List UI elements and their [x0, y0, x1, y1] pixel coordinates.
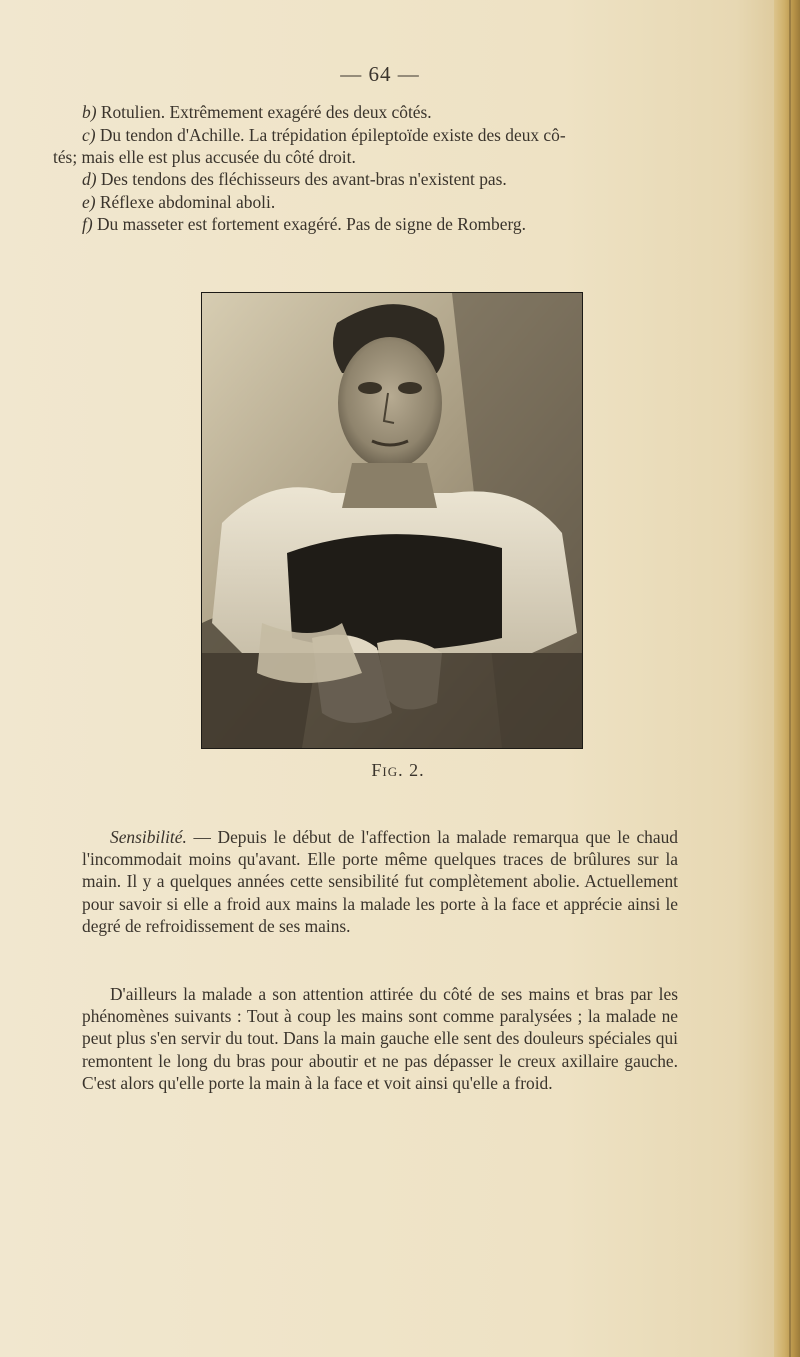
- reflex-d-text: Des tendons des fléchisseurs des avant-bras n'existent pas.: [96, 169, 507, 189]
- reflex-e: [82, 191, 275, 213]
- figure-caption: Fig. 2.: [371, 760, 425, 780]
- sensibilite-heading: Sensibilité.: [110, 827, 187, 847]
- patient-photograph: [201, 292, 583, 749]
- paragraph-ailleurs: D'ailleurs la malade a son attention attirée du côté de ses mains et bras par les phénomènes suivants : Tout à coup les mains sont comme paralysées ; la malade ne peut plus s'en servir du tout. Dans la main gauche elle sent des douleurs spéciales qui remontent le long du bras pour aboutir et ne pas dépasser le creux axillaire gauche. C'est alors qu'elle porte la main à la face et voit ainsi qu'elle a froid.: [82, 984, 678, 1093]
- paragraph-sensibilite: [82, 826, 678, 937]
- reflex-f-text: Du masseter est fortement exagéré. Pas de signe de Romberg.: [92, 214, 526, 234]
- reflex-c-continued: [53, 146, 356, 168]
- reflex-c-text: Du tendon d'Achille. La trépidation épileptoïde existe des deux cô-: [95, 125, 566, 145]
- reflex-e-label: e): [82, 192, 96, 212]
- sensibilite-text: — Depuis le début de l'affection la malade remarqua que le chaud l'incommodait moins qu'avant. Elle porte même quelques traces de brûlures sur la main. Il y a quelques années cette sensibilité fut complètement abolie. Actuellement pour savoir si elle a froid aux mains la malade les porte à la face et apprécie ainsi le degré de refroidissement de ses mains.: [82, 827, 678, 936]
- page-edge: [774, 0, 800, 1357]
- reflex-f: [82, 213, 526, 235]
- reflex-c-cont-text: tés; mais elle est plus accusée du côté droit.: [53, 147, 356, 167]
- reflex-d-label: d): [82, 169, 97, 189]
- reflex-b-text: Rotulien. Extrêmement exagéré des deux côtés.: [96, 102, 432, 122]
- reflex-c-label: c): [82, 125, 96, 145]
- reflex-b: [82, 101, 432, 123]
- reflex-b-label: b): [82, 102, 97, 122]
- reflex-c: [82, 124, 566, 146]
- reflex-e-text: Réflexe abdominal aboli.: [95, 192, 276, 212]
- page-edge-line: [789, 0, 791, 1357]
- reflex-d: [82, 168, 507, 190]
- page-number: — 64 —: [340, 62, 420, 86]
- reflex-f-label: f): [82, 214, 93, 234]
- patient-photo-illustration: [202, 293, 582, 748]
